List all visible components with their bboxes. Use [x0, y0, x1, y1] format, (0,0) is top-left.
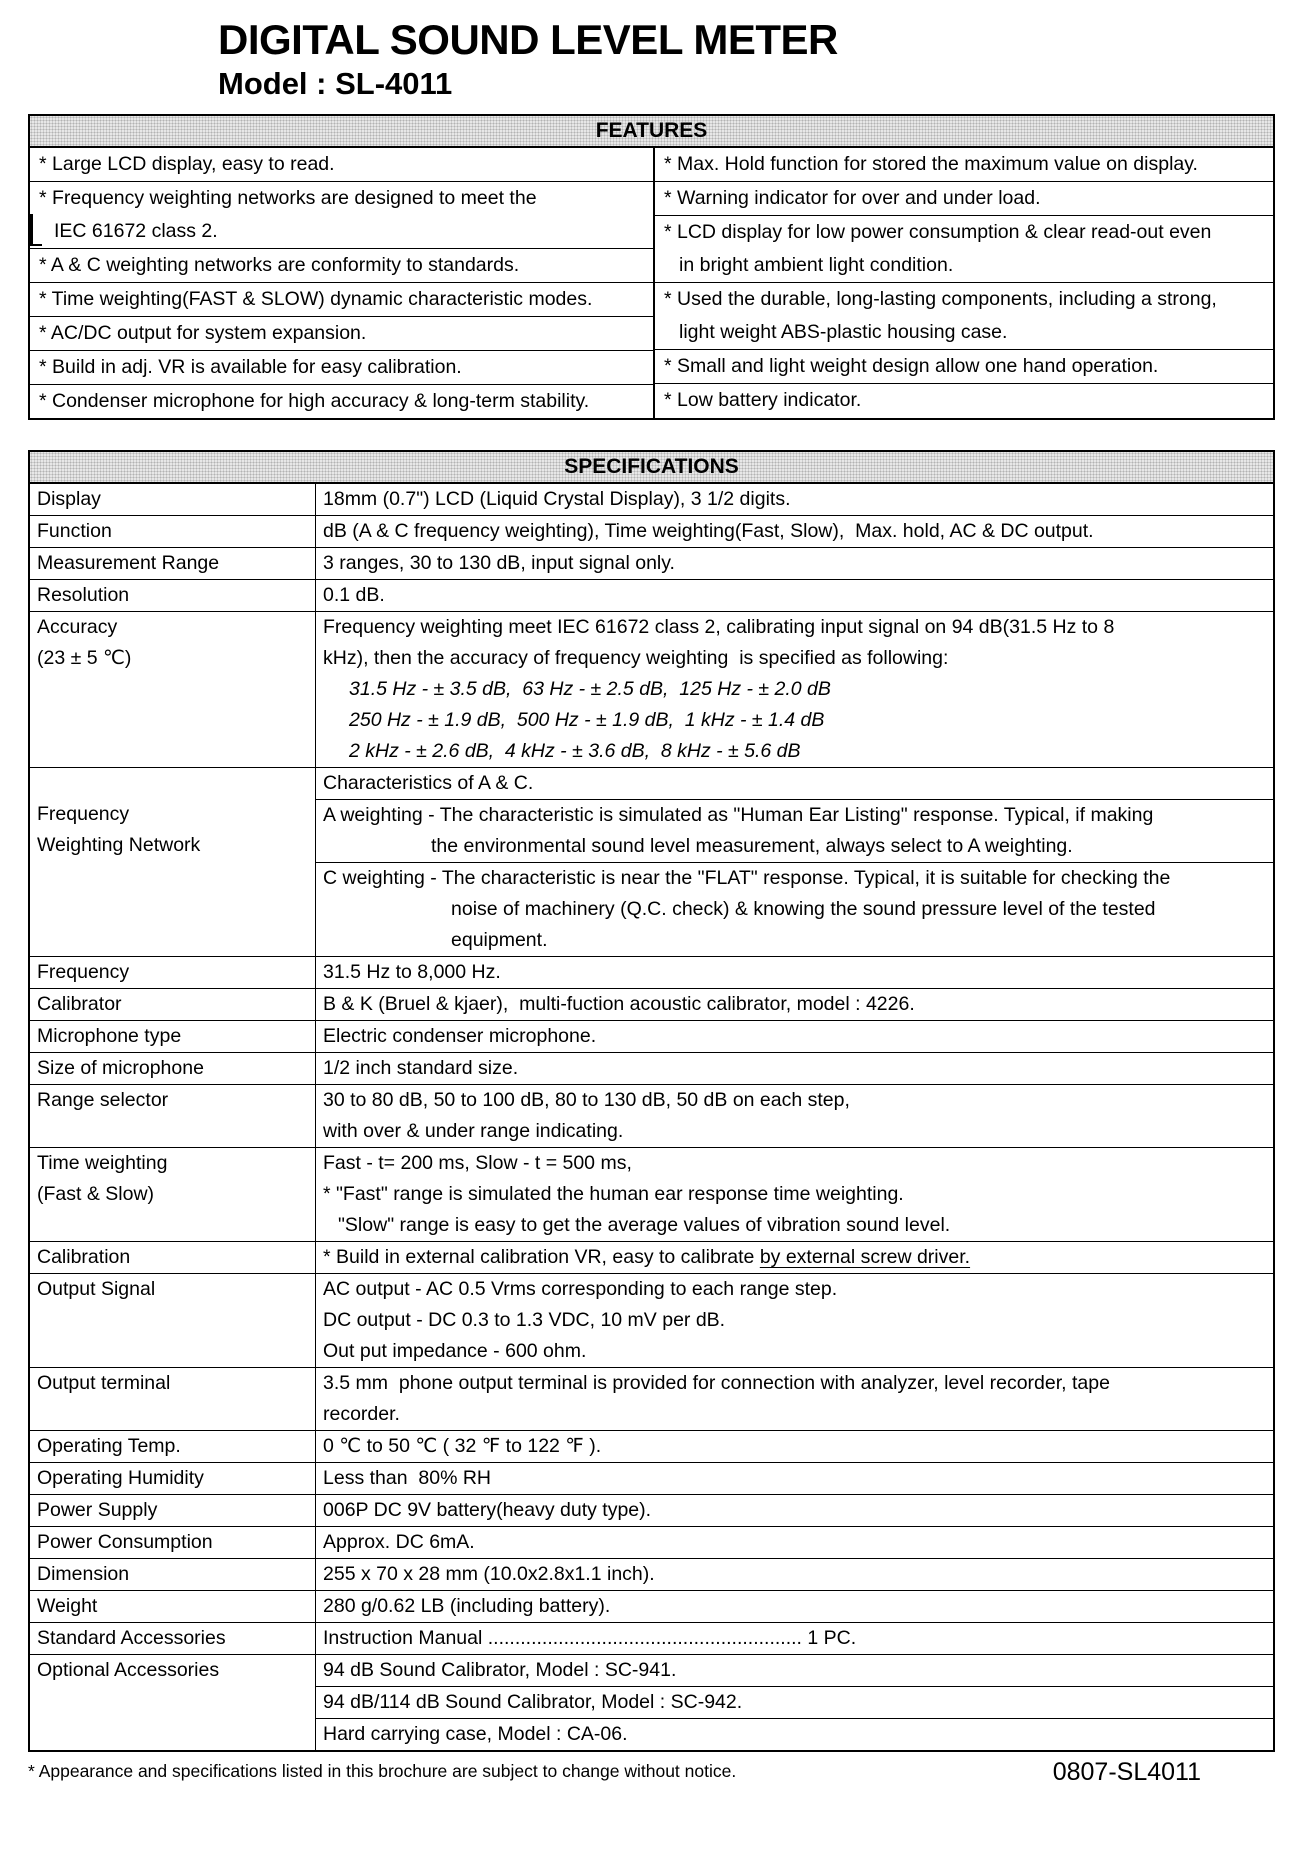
feature-text: * LCD display for low power consumption & clear read-out even — [664, 221, 1212, 243]
spec-row-output-terminal — [30, 1368, 1273, 1431]
spec-row-accuracy — [30, 612, 1273, 768]
page-title: DIGITAL SOUND LEVEL METER — [218, 16, 838, 63]
spec-label-text: Output Signal — [37, 1278, 156, 1300]
spec-value-text: 0 ℃ to 50 ℃ ( 32 ℉ to 122 ℉ ). — [323, 1435, 602, 1457]
spec-value — [316, 768, 1273, 956]
spec-row-operating-humidity — [30, 1463, 1273, 1495]
spec-label-text: Size of microphone — [37, 1057, 204, 1079]
spec-label — [30, 1085, 316, 1147]
feature-item — [655, 148, 1273, 182]
spec-label — [30, 580, 316, 611]
spec-value — [316, 1591, 1273, 1622]
spec-label-text: Dimension — [37, 1563, 130, 1585]
spec-row-optional-accessories — [30, 1655, 1273, 1750]
feature-item — [30, 283, 653, 317]
spec-label — [30, 989, 316, 1020]
spec-value — [316, 1274, 1273, 1367]
features-right-column — [655, 148, 1273, 418]
feature-text: * Low battery indicator. — [664, 389, 862, 411]
spec-label-text: Accuracy — [37, 616, 118, 638]
feature-text: * Build in adj. VR is available for easy calibration. — [39, 356, 462, 378]
features-left-column — [30, 148, 655, 418]
spec-label — [30, 1242, 316, 1273]
feature-text: light weight ABS-plastic housing case. — [679, 321, 1008, 343]
spec-label-text: Frequency — [37, 961, 130, 983]
spec-label — [30, 1368, 316, 1430]
feature-text: * Used the durable, long-lasting components, including a strong, — [664, 288, 1217, 310]
spec-label-text: Operating Temp. — [37, 1435, 181, 1457]
specifications-body — [30, 484, 1273, 1750]
spec-row-power-supply — [30, 1495, 1273, 1527]
spec-value-text: Instruction Manual .......................................................... 1 PC. — [323, 1627, 857, 1649]
feature-text: * A & C weighting networks are conformity to standards. — [39, 254, 520, 276]
spec-label-text: Frequency — [37, 803, 130, 825]
spec-label — [30, 1559, 316, 1590]
spec-row-resolution — [30, 580, 1273, 612]
spec-value-text: kHz), then the accuracy of frequency weighting is specified as following: — [323, 647, 949, 669]
feature-item — [30, 148, 653, 182]
spec-value — [316, 1148, 1273, 1241]
spec-label — [30, 1274, 316, 1367]
spec-value-text: * "Fast" range is simulated the human ear response time weighting. — [323, 1183, 904, 1205]
spec-label — [30, 484, 316, 515]
spec-label — [30, 1623, 316, 1654]
spec-label — [30, 1591, 316, 1622]
feature-item — [655, 182, 1273, 216]
spec-value-text: Hard carrying case, Model : CA-06. — [323, 1723, 628, 1745]
spec-label-text: Weight — [37, 1595, 98, 1617]
spec-label — [30, 1495, 316, 1526]
spec-label-text: Resolution — [37, 584, 130, 606]
spec-subrow — [316, 863, 1273, 956]
feature-item — [655, 384, 1273, 417]
spec-label-text: Calibration — [37, 1246, 131, 1268]
spec-row-display — [30, 484, 1273, 516]
feature-item — [30, 249, 653, 283]
spec-label-text: Output terminal — [37, 1372, 171, 1394]
spec-value — [316, 1623, 1273, 1654]
document-code: 0807-SL4011 — [1052, 1758, 1201, 1786]
spec-label — [30, 768, 316, 956]
spec-label — [30, 516, 316, 547]
spec-label-text: Weighting Network — [37, 834, 201, 856]
specifications-table — [28, 450, 1275, 1752]
spec-row-weight — [30, 1591, 1273, 1623]
spec-value-text: A weighting - The characteristic is simulated as "Human Ear Listing" response. Typical, if making — [323, 804, 1154, 826]
spec-label-text: Measurement Range — [37, 552, 220, 574]
spec-value-text: DC output - DC 0.3 to 1.3 VDC, 10 mV per dB. — [323, 1309, 726, 1331]
spec-label-text: (23 ± 5 ℃) — [37, 647, 132, 669]
spec-value-text: 31.5 Hz to 8,000 Hz. — [323, 961, 501, 983]
spec-value — [316, 612, 1273, 767]
spec-row-power-consumption — [30, 1527, 1273, 1559]
spec-value-text: dB (A & C frequency weighting), Time weighting(Fast, Slow), Max. hold, AC & DC output. — [323, 520, 1094, 542]
spec-value-text: 31.5 Hz - ± 3.5 dB, 63 Hz - ± 2.5 dB, 125 Hz - ± 2.0 dB — [349, 678, 831, 700]
spec-label-text: Standard Accessories — [37, 1627, 226, 1649]
spec-label — [30, 1021, 316, 1052]
spec-value — [316, 1495, 1273, 1526]
spec-value-text: recorder. — [323, 1403, 400, 1425]
spec-value-text: 2 kHz - ± 2.6 dB, 4 kHz - ± 3.6 dB, 8 kHz - ± 5.6 dB — [349, 740, 801, 762]
spec-row-measurement-range — [30, 548, 1273, 580]
feature-text: * Large LCD display, easy to read. — [39, 153, 335, 175]
spec-value — [316, 484, 1273, 515]
spec-label-text: Power Supply — [37, 1499, 158, 1521]
spec-value-text: Frequency weighting meet IEC 61672 class 2, calibrating input signal on 94 dB(31.5 Hz to 8 — [323, 616, 1115, 638]
spec-value-text: 006P DC 9V battery(heavy duty type). — [323, 1499, 652, 1521]
spec-subrow — [316, 1655, 1273, 1687]
feature-item — [30, 385, 653, 418]
spec-row-calibrator — [30, 989, 1273, 1021]
spec-value — [316, 989, 1273, 1020]
spec-value-text: "Slow" range is easy to get the average values of vibration sound level. — [338, 1214, 951, 1236]
spec-value-text: Characteristics of A & C. — [323, 772, 534, 794]
spec-value-text: equipment. — [451, 929, 548, 951]
spec-value-text: C weighting - The characteristic is near the "FLAT" response. Typical, it is suitable for checking the — [323, 867, 1171, 889]
feature-item — [655, 216, 1273, 283]
feature-text: * Frequency weighting networks are designed to meet the — [39, 187, 537, 209]
feature-text: * Small and light weight design allow one hand operation. — [664, 355, 1159, 377]
features-header: FEATURES — [30, 116, 1273, 148]
spec-row-frequency-weighting-network — [30, 768, 1273, 957]
spec-label-text: Optional Accessories — [37, 1659, 220, 1681]
spec-subrow — [316, 1687, 1273, 1719]
spec-value — [316, 548, 1273, 579]
spec-label-text: (Fast & Slow) — [37, 1183, 155, 1205]
spec-label-text: Operating Humidity — [37, 1467, 204, 1489]
spec-value-text: 94 dB/114 dB Sound Calibrator, Model : SC-942. — [323, 1691, 743, 1713]
spec-label — [30, 957, 316, 988]
spec-value-text: Electric condenser microphone. — [323, 1025, 597, 1047]
spec-row-operating-temp — [30, 1431, 1273, 1463]
feature-text: IEC 61672 class 2. — [54, 220, 218, 242]
feature-item — [655, 283, 1273, 350]
spec-value-text: 30 to 80 dB, 50 to 100 dB, 80 to 130 dB, 50 dB on each step, — [323, 1089, 850, 1111]
spec-value-text: AC output - AC 0.5 Vrms corresponding to each range step. — [323, 1278, 838, 1300]
spec-subrow — [316, 800, 1273, 863]
spec-value — [316, 957, 1273, 988]
spec-value-text: the environmental sound level measurement, always select to A weighting. — [431, 835, 1073, 857]
feature-text: in bright ambient light condition. — [679, 254, 954, 276]
spec-row-frequency — [30, 957, 1273, 989]
spec-value-text — [323, 1242, 1273, 1273]
spec-value — [316, 1368, 1273, 1430]
spec-value — [316, 580, 1273, 611]
spec-row-calibration — [30, 1242, 1273, 1274]
feature-item — [30, 182, 653, 249]
spec-value — [316, 1053, 1273, 1084]
spec-value-text: Out put impedance - 600 ohm. — [323, 1340, 587, 1362]
spec-value — [316, 1085, 1273, 1147]
spec-value — [316, 1655, 1273, 1750]
spec-row-size-of-microphone — [30, 1053, 1273, 1085]
feature-item — [30, 351, 653, 385]
feature-item — [655, 350, 1273, 384]
feature-text: * Time weighting(FAST & SLOW) dynamic characteristic modes. — [39, 288, 593, 310]
spec-label-text: Time weighting — [37, 1152, 168, 1174]
spec-label-text: Microphone type — [37, 1025, 182, 1047]
spec-subrow — [316, 768, 1273, 800]
spec-value-text: with over & under range indicating. — [323, 1120, 624, 1142]
features-table — [28, 114, 1275, 420]
spec-value-text: 280 g/0.62 LB (including battery). — [323, 1595, 611, 1617]
feature-text: * Warning indicator for over and under load. — [664, 187, 1041, 209]
spec-value-text: noise of machinery (Q.C. check) & knowing the sound pressure level of the tested — [451, 898, 1156, 920]
spec-value — [316, 516, 1273, 547]
spec-row-range-selector — [30, 1085, 1273, 1148]
spec-label-text: Power Consumption — [37, 1531, 213, 1553]
spec-value-text: 94 dB Sound Calibrator, Model : SC-941. — [323, 1659, 677, 1681]
spec-label — [30, 1527, 316, 1558]
spec-value — [316, 1463, 1273, 1494]
spec-value-text: 1/2 inch standard size. — [323, 1057, 519, 1079]
spec-value-text: 250 Hz - ± 1.9 dB, 500 Hz - ± 1.9 dB, 1 kHz - ± 1.4 dB — [349, 709, 825, 731]
features-body — [30, 148, 1273, 418]
spec-value-text: 3.5 mm phone output terminal is provided for connection with analyzer, level recorder, tape — [323, 1372, 1110, 1394]
spec-value-text: Fast - t= 200 ms, Slow - t = 500 ms, — [323, 1152, 632, 1174]
spec-value — [316, 1559, 1273, 1590]
spec-value-text: Approx. DC 6mA. — [323, 1531, 475, 1553]
calibration-text: * Build in external calibration VR, easy to calibrate — [323, 1246, 760, 1268]
page-footer — [28, 1758, 1271, 1786]
spec-label — [30, 1431, 316, 1462]
spec-value — [316, 1242, 1273, 1273]
feature-text: * Condenser microphone for high accuracy & long-term stability. — [39, 390, 590, 412]
calibration-underlined-text: by external screw driver. — [759, 1246, 971, 1268]
feature-text: * AC/DC output for system expansion. — [39, 322, 367, 344]
spec-value-text: Less than 80% RH — [323, 1467, 492, 1489]
spec-row-output-signal — [30, 1274, 1273, 1368]
spec-label-text: Display — [37, 488, 101, 510]
spec-row-microphone-type — [30, 1021, 1273, 1053]
spec-value — [316, 1527, 1273, 1558]
spec-label-text: Range selector — [37, 1089, 169, 1111]
spec-value-text: 18mm (0.7") LCD (Liquid Crystal Display), 3 1/2 digits. — [323, 488, 791, 510]
spec-label — [30, 1463, 316, 1494]
spec-value — [316, 1431, 1273, 1462]
spec-value-text: B & K (Bruel & kjaer), multi-fuction acoustic calibrator, model : 4226. — [323, 993, 915, 1015]
model-number: Model : SL-4011 — [218, 66, 453, 101]
stray-border-mark — [30, 214, 42, 246]
spec-label — [30, 1148, 316, 1241]
spec-label-text: Function — [37, 520, 112, 542]
spec-label — [30, 548, 316, 579]
spec-row-dimension — [30, 1559, 1273, 1591]
spec-label — [30, 1053, 316, 1084]
feature-item — [30, 317, 653, 351]
spec-label — [30, 1655, 316, 1750]
spec-row-time-weighting — [30, 1148, 1273, 1242]
spec-value — [316, 1021, 1273, 1052]
specifications-header: SPECIFICATIONS — [30, 452, 1273, 484]
spec-value-text: 255 x 70 x 28 mm (10.0x2.8x1.1 inch). — [323, 1563, 655, 1585]
spec-value-text: 3 ranges, 30 to 130 dB, input signal only. — [323, 552, 675, 574]
spec-row-function — [30, 516, 1273, 548]
spec-row-standard-accessories — [30, 1623, 1273, 1655]
footer-disclaimer: * Appearance and specifications listed in this brochure are subject to change without notice. — [28, 1761, 737, 1781]
spec-label — [30, 612, 316, 767]
spec-label-text: Calibrator — [37, 993, 122, 1015]
spec-subrow — [316, 1719, 1273, 1750]
spec-value-text: 0.1 dB. — [323, 584, 385, 606]
feature-text: * Max. Hold function for stored the maximum value on display. — [664, 153, 1198, 175]
